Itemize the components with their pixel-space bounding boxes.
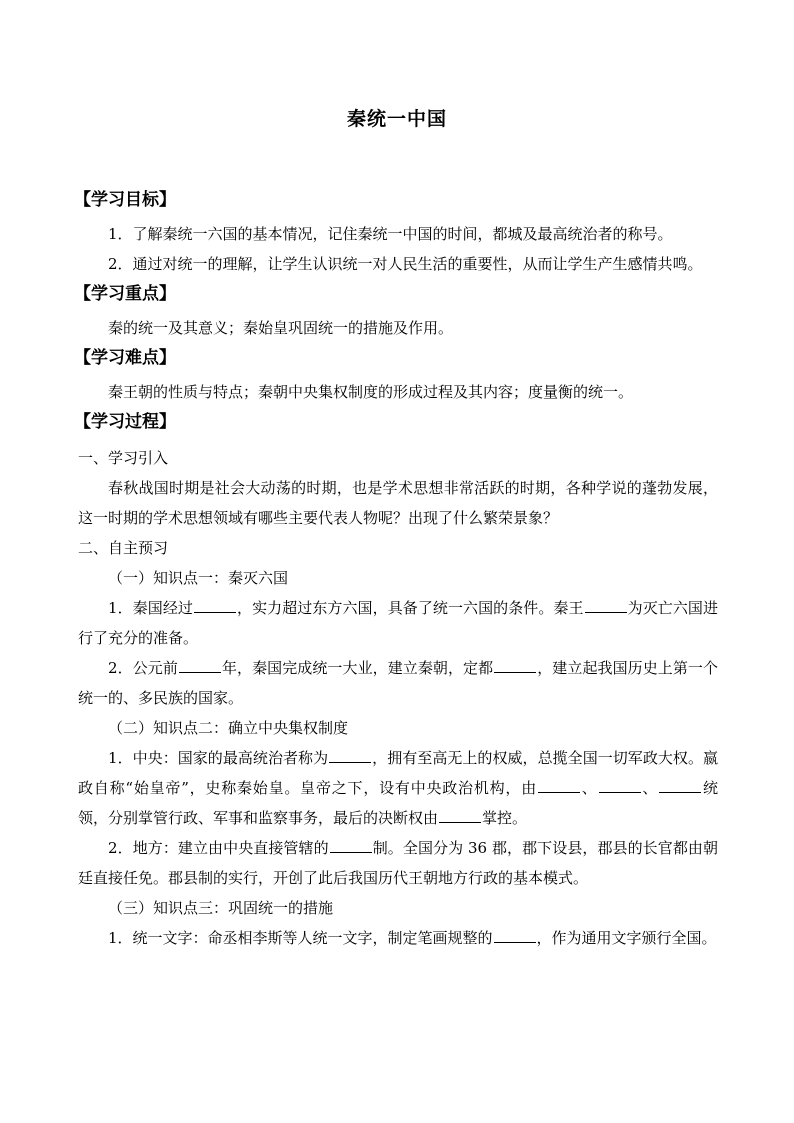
objective-item-2: 2．通过对统一的理解，让学生认识统一对人民生活的重要性，从而让学生产生感情共鸣。	[108, 255, 703, 273]
intro-text: 春秋战国时期是社会大动荡的时期，也是学术思想非常活跃的时期，各种学说的蓬勃发展，这一时期的学术思想领域有哪些主要代表人物呢？出现了什么繁荣景象？	[78, 479, 718, 527]
fill-blank	[439, 808, 481, 823]
text-segment: 制。全国分为 36 郡，郡下设县，郡县的长官都由朝廷直接任免。郡县制的实行，开创了此后我国历代王朝地方行政的基本模式。	[78, 839, 718, 887]
text-segment: ，作为通用文字颁行全国。	[536, 929, 717, 947]
fill-blank	[329, 748, 371, 763]
fill-blank	[585, 598, 627, 613]
knowledge-2-title: （二）知识点二：确立中央集权制度	[108, 719, 349, 737]
fill-blank	[194, 598, 236, 613]
knowledge-1-item-2	[78, 653, 718, 713]
page-title: 秦统一中国	[346, 108, 447, 130]
key-points-heading: 【学习重点】	[74, 284, 176, 304]
knowledge-2-item-1	[78, 743, 718, 833]
intro-title: 一、学习引入	[78, 449, 169, 467]
fill-blank	[599, 778, 641, 793]
knowledge-2-item-2	[78, 833, 718, 893]
fill-blank	[330, 838, 372, 853]
objective-item-1: 1．了解秦统一六国的基本情况，记住秦统一中国的时间，都城及最高统治者的称号。	[108, 225, 673, 243]
knowledge-3-item-1	[78, 923, 718, 953]
text-segment: 年，秦国完成统一大业，建立秦朝，定都	[221, 659, 494, 677]
text-segment: 1．中央：国家的最高统治者称为	[108, 749, 329, 767]
text-segment: 掌控。	[482, 809, 528, 827]
fill-blank	[179, 658, 221, 673]
knowledge-1-title: （一）知识点一：秦灭六国	[108, 569, 289, 587]
knowledge-1-item-1	[78, 593, 718, 653]
text-segment: ，拥有至高无上的权威，总揽全国一切军政大权。嬴政自称“始皇帝”，史称秦始皇。皇帝之下，设有中央政治机构，由	[78, 749, 718, 797]
key-points-text: 秦的统一及其意义；秦始皇巩固统一的措施及作用。	[108, 319, 454, 337]
preview-title: 二、自主预习	[78, 539, 169, 557]
fill-blank	[538, 778, 580, 793]
text-segment: 2．地方：建立由中央直接管辖的	[108, 839, 329, 857]
text-segment: 、	[581, 779, 598, 797]
text-segment: 1．统一文字：命丞相李斯等人统一文字，制定笔画规整的	[108, 929, 493, 947]
fill-blank	[659, 778, 701, 793]
text-segment: 为灭亡六国进行了充分的准备。	[78, 599, 718, 647]
fill-blank	[494, 658, 536, 673]
objectives-heading: 【学习目标】	[74, 190, 176, 210]
text-segment: 、	[641, 779, 659, 797]
process-heading: 【学习过程】	[74, 412, 176, 432]
knowledge-3-title: （三）知识点三：巩固统一的措施	[108, 899, 334, 917]
text-segment: ，实力超过东方六国，具备了统一六国的条件。秦王	[236, 599, 584, 617]
document-body	[74, 185, 718, 953]
text-segment: ，建立起我国历史上第一个统一的、多民族的国家。	[78, 659, 718, 707]
text-segment: 2．公元前	[108, 659, 178, 677]
text-segment: 1．秦国经过	[108, 599, 193, 617]
difficulties-text: 秦王朝的性质与特点；秦朝中央集权制度的形成过程及其内容；度量衡的统一。	[108, 383, 634, 401]
difficulties-heading: 【学习难点】	[74, 348, 176, 368]
text-segment: 统领，分别掌管行政、军事和监察事务，最后的决断权由	[78, 779, 718, 827]
fill-blank	[494, 928, 536, 943]
